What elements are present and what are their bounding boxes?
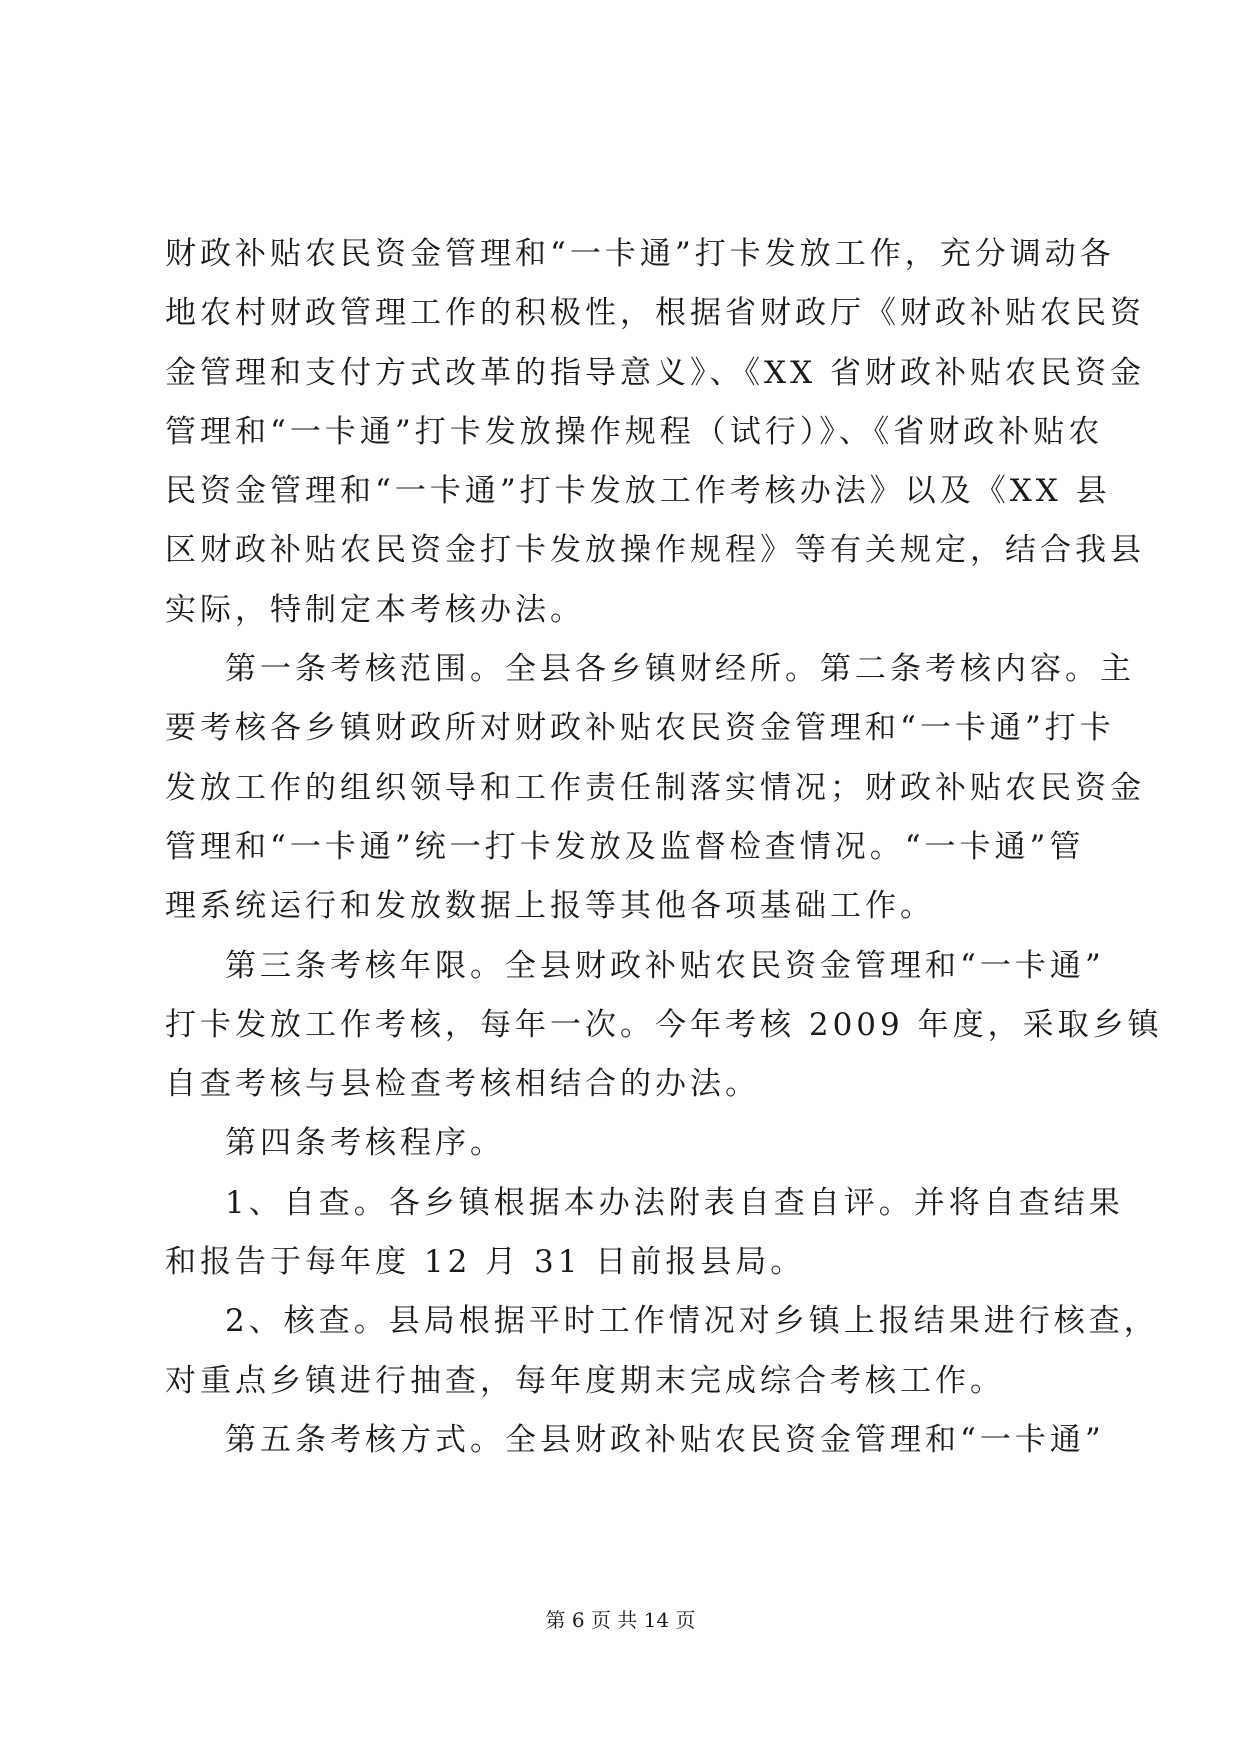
text-line: 1、自查。各乡镇根据本办法附表自查自评。并将自查结果	[225, 1184, 1124, 1221]
text-line: 发放工作的组织领导和工作责任制落实情况；财政补贴农民资金	[165, 769, 1145, 806]
page-number-footer: 第 6 页 共 14 页	[545, 1608, 696, 1632]
paragraph-verification	[165, 1292, 1159, 1411]
text-line: 区财政补贴农民资金打卡发放操作规程》等有关规定，结合我县	[165, 532, 1145, 569]
text-line: 自查考核与县检查考核相结合的办法。	[165, 1066, 760, 1103]
text-line: 财政补贴农民资金管理和“一卡通”打卡发放工作，充分调动各	[165, 236, 1115, 272]
paragraph-article-5	[165, 1411, 1105, 1470]
text-line: 和报告于每年度 12 月 31 日前报县局。	[165, 1244, 806, 1281]
text-line: 第三条考核年限。全县财政补贴农民资金管理和“一卡通”	[225, 947, 1105, 984]
paragraph-intro	[165, 225, 1145, 640]
text-line: 管理和“一卡通”统一打卡发放及监督检查情况。“一卡通”管	[165, 828, 1085, 865]
text-line: 2、核查。县局根据平时工作情况对乡镇上报结果进行核查，	[225, 1303, 1159, 1340]
paragraph-article-3	[165, 937, 1163, 1115]
text-line: 第一条考核范围。全县各乡镇财经所。第二条考核内容。主	[225, 651, 1135, 688]
text-line: 要考核各乡镇财政所对财政补贴农民资金管理和“一卡通”打卡	[165, 710, 1115, 747]
paragraph-article-1-2	[165, 640, 1145, 936]
paragraph-article-4	[165, 1114, 1085, 1173]
text-line: 对重点乡镇进行抽查，每年度期末完成综合考核工作。	[165, 1362, 1005, 1399]
text-line: 金管理和支付方式改革的指导意义》、《XX 省财政补贴农民资金	[165, 354, 1145, 391]
paragraph-self-check	[165, 1174, 1124, 1293]
body-text	[165, 225, 1163, 1470]
text-line: 理系统运行和发放数据上报等其他各项基础工作。	[165, 888, 935, 925]
text-line: 地农村财政管理工作的积极性，根据省财政厅《财政补贴农民资	[165, 295, 1145, 332]
text-line: 民资金管理和“一卡通”打卡发放工作考核办法》以及《XX 县	[165, 473, 1111, 510]
text-line: 第五条考核方式。全县财政补贴农民资金管理和“一卡通”	[225, 1421, 1105, 1458]
text-line: 管理和“一卡通”打卡发放操作规程（试行）》、《省财政补贴农	[165, 413, 1104, 450]
text-line: 打卡发放工作考核，每年一次。今年考核 2009 年度，采取乡镇	[165, 1006, 1163, 1043]
text-line: 实际，特制定本考核办法。	[165, 591, 585, 628]
text-line: 第四条考核程序。	[225, 1125, 505, 1162]
